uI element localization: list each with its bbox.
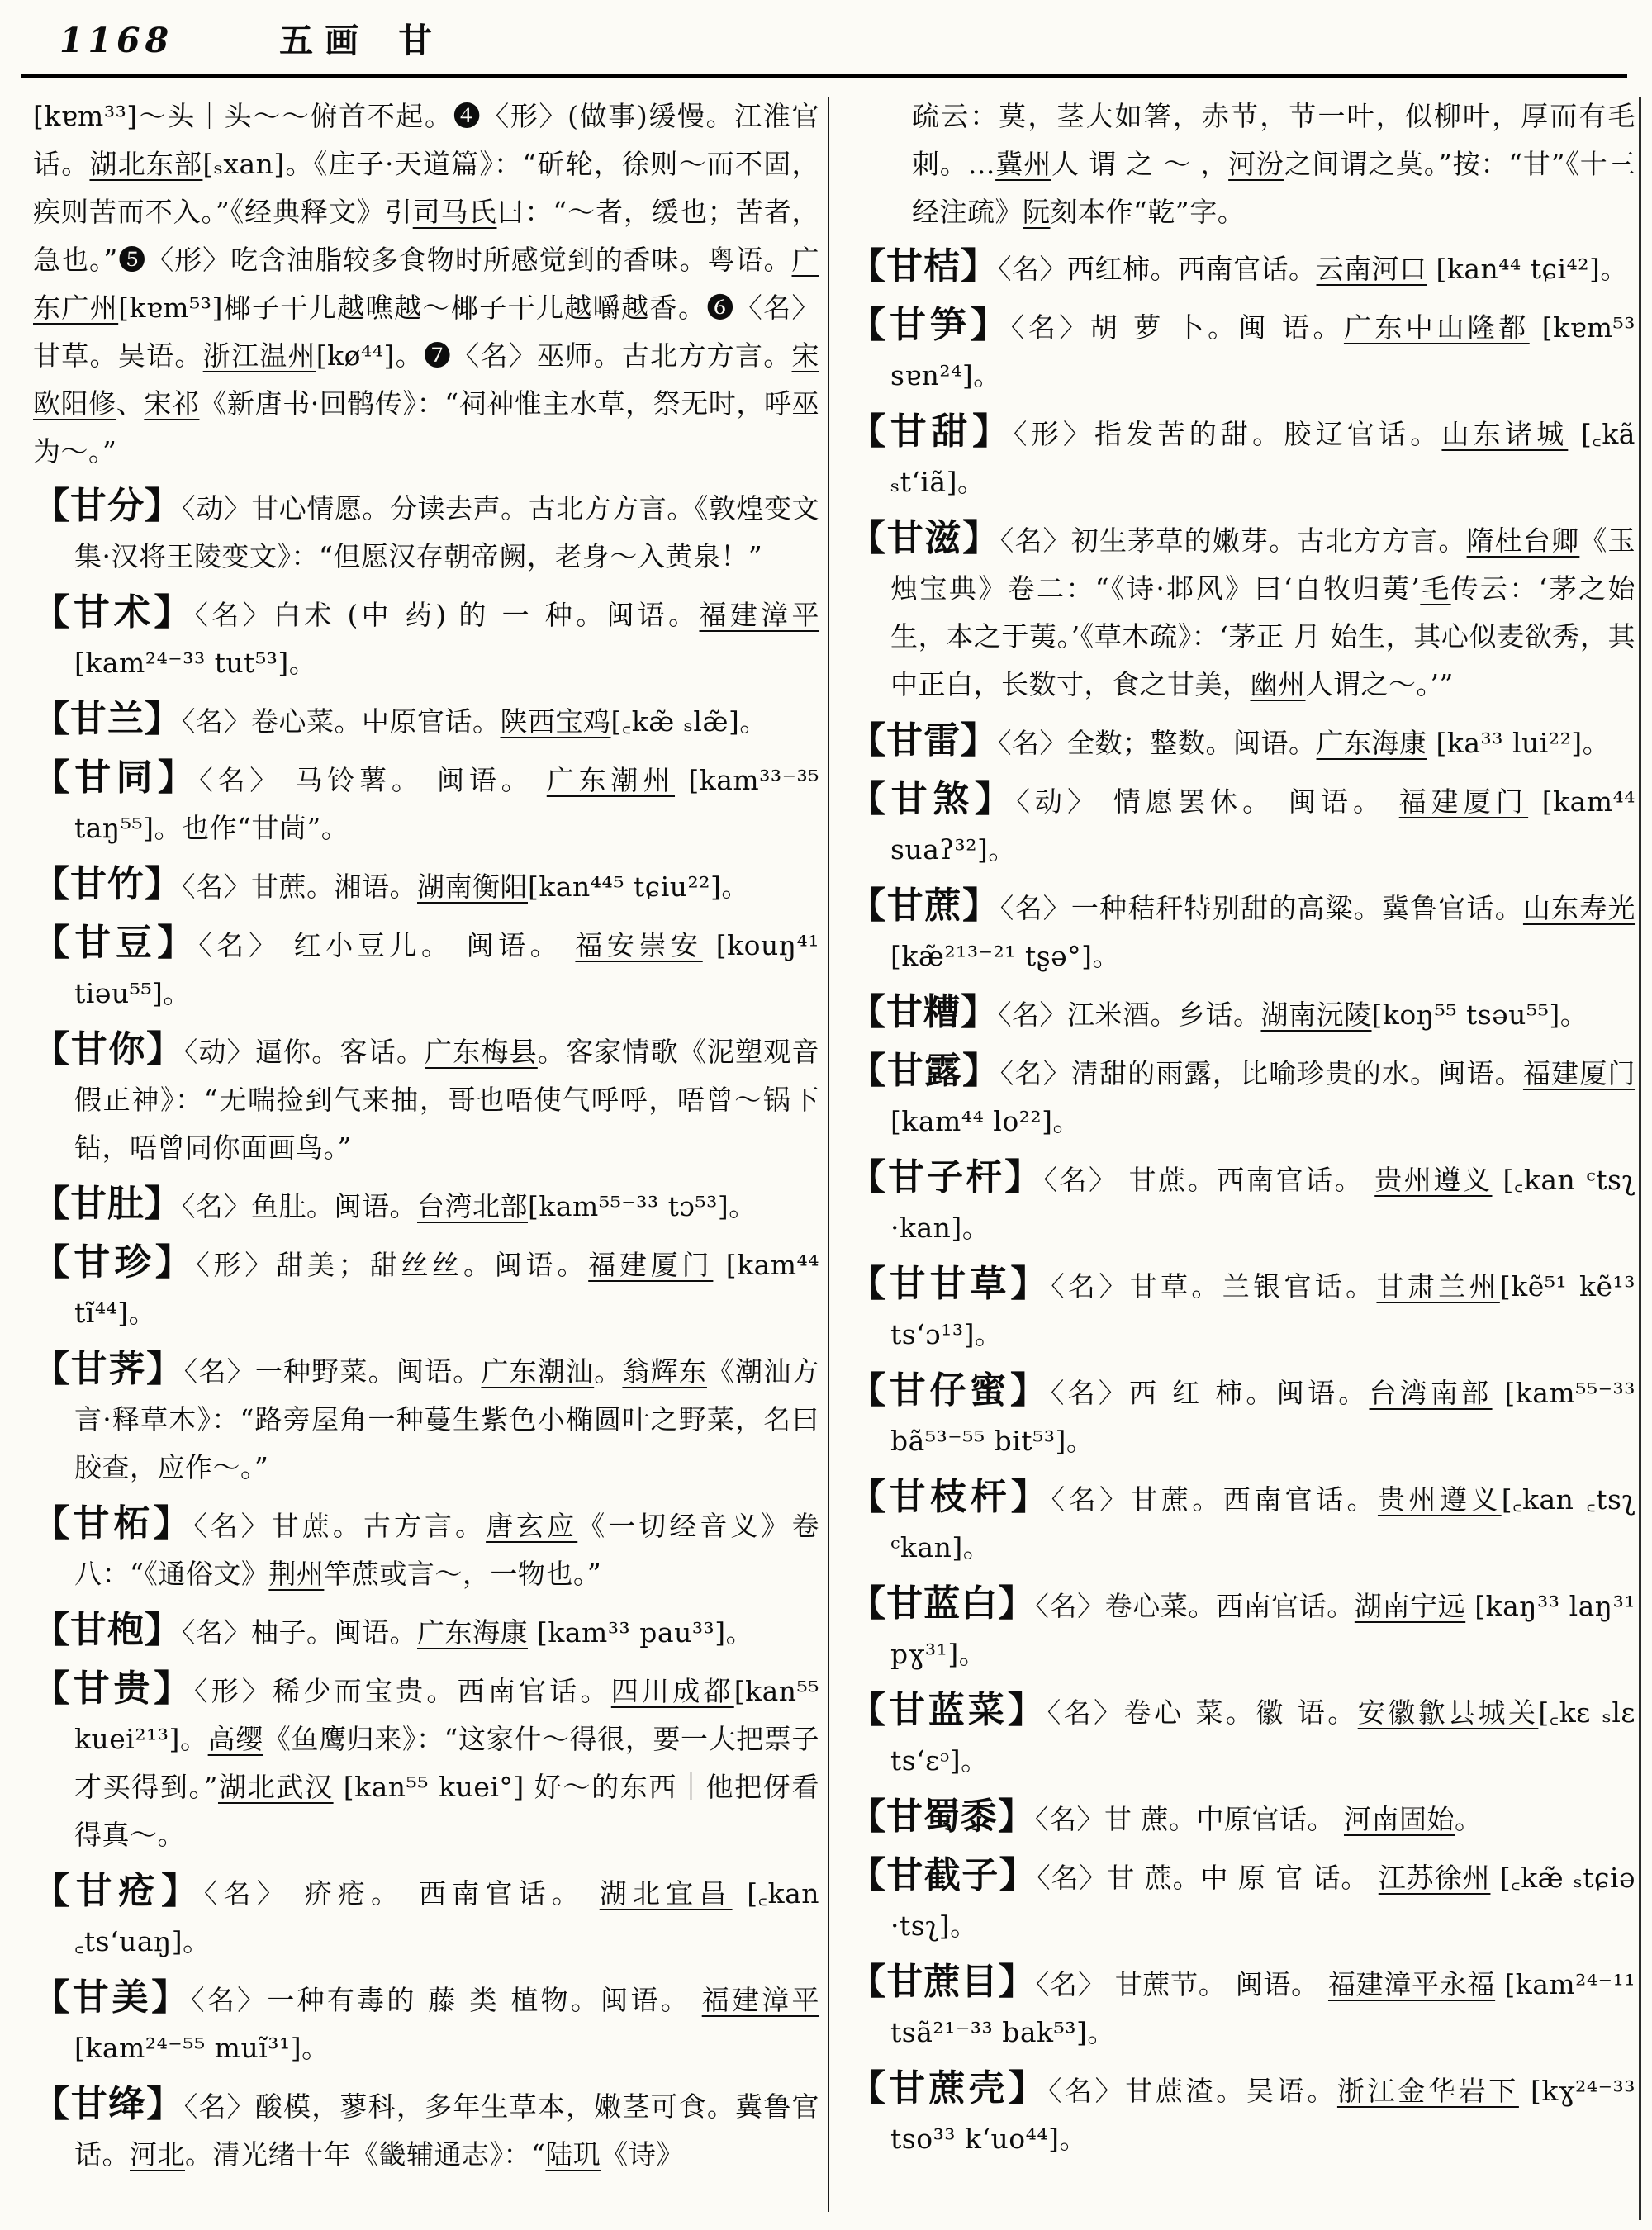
dictionary-entry (849, 1367, 1635, 1465)
dictionary-entry (849, 1687, 1635, 1785)
entry-headword: 【甘甘草】 (849, 1263, 1051, 1305)
dictionary-entry (849, 2065, 1635, 2163)
dictionary-entry (849, 515, 1635, 709)
entry-headword: 【甘柘】 (33, 1502, 194, 1544)
entry-body: 〈名〉甘蔗。西南官话。贵州遵义[꜀kan ꜀tsʅ ᶜkan]。 (890, 1483, 1636, 1563)
dictionary-entry (849, 1793, 1635, 1843)
entry-headword: 【甘绛】 (33, 2083, 184, 2125)
entry-body: 〈名〉一种秸秆特别甜的高粱。冀鲁官话。山东寿光 [kæ̃²¹³⁻²¹ tʂə°]。 (890, 892, 1636, 972)
entry-headword: 【甘同】 (33, 757, 200, 799)
entry-body: 〈名〉 疥疮。 西南官话。 湖北宜昌 [꜀kan ꜀ts‘uaŋ]。 (74, 1877, 819, 1957)
entry-headword: 【甘滋】 (849, 517, 1000, 559)
entry-body: 〈动〉甘心情愿。分读去声。古北方方言。《敦煌变文集·汉将王陵变文》：“但愿汉存朝帝阙，老身～入黄泉！” (74, 492, 820, 572)
entry-headword: 【甘桔】 (849, 245, 998, 287)
entry-headword: 【甘你】 (33, 1028, 184, 1070)
entry-headword: 【甘雷】 (849, 719, 998, 762)
page-number: 1168 (59, 21, 174, 60)
entry-headword: 【甘肚】 (33, 1183, 182, 1225)
dictionary-entry (33, 1606, 819, 1657)
entry-body: 〈名〉甘蔗。古方言。唐玄应《一切经音义》卷八：“《通俗文》荆州竿蔗或言～，一物也。” (74, 1510, 820, 1590)
entry-headword: 【甘竹】 (33, 863, 182, 905)
entry-headword: 【甘珍】 (33, 1241, 197, 1283)
entry-body: 〈名〉江米酒。乡话。湖南沅陵[koŋ⁵⁵ tsəu⁵⁵]。 (998, 999, 1588, 1031)
entry-body: 〈名〉一种有毒的 藤 类 植物。闽语。 福建漳平 [kam²⁴⁻⁵⁵ muĩ³¹]。 (74, 1984, 820, 2064)
entry-headword: 【甘蓝菜】 (849, 1689, 1047, 1731)
entry-body: 〈动〉 情愿罢休。 闽语。 福建厦门 [kam⁴⁴ suaʔ³²]。 (890, 785, 1635, 866)
dictionary-entry (849, 1473, 1635, 1572)
entry-body: 〈名〉胡 萝 卜。闽 语。广东中山隆都 [kɐm⁵³ sɐn²⁴]。 (890, 311, 1635, 391)
entry-headword: 【甘甜】 (849, 410, 1014, 453)
entry-body: 〈名〉 甘蔗。西南官话。 贵州遵义 [꜀kan ᶜtsʅ ·kan]。 (890, 1164, 1636, 1244)
entry-headword: 【甘分】 (33, 485, 183, 527)
entry-headword: 【甘术】 (33, 591, 195, 633)
entry-body: 〈名〉甘草。兰银官话。甘肃兰州[kẽ⁵¹ kẽ¹³ ts‘ɔ¹³]。 (890, 1270, 1636, 1350)
entry-continuation-intro: [kɐm³³]～头｜头～～俯首不起。❹〈形〉(做事)缓慢。江淮官话。湖北东部[ₛxan]。《庄子·天道篇》：“斫轮，徐则～而不固，疾则苦而不入。”《经典释文》引司马氏曰：“～者，缓也；苦者，急也。”❺〈形〉吃含油脂较多食物时所感觉到的香味。粤语。广东广州[kɐm⁵³]椰子干儿越噍越～椰子干儿越嚼越香。❻〈名〉甘草。吴语。浙江温州[kø⁴⁴]。❼〈名〉巫师。古北方方言。宋欧阳修、宋祁《新唐书·回鹘传》：“祠神惟主水草，祭无时，呼巫为～。” (33, 100, 820, 467)
entry-headword: 【甘荠】 (33, 1348, 184, 1390)
dictionary-entry (33, 1867, 819, 1966)
dictionary-entry (33, 754, 819, 852)
entry-headword: 【甘煞】 (849, 778, 1017, 820)
left-entry-list (33, 482, 819, 2179)
entry-body: 〈形〉甜美；甜丝丝。闽语。福建厦门 [kam⁴⁴ tĩ⁴⁴]。 (74, 1249, 819, 1329)
entry-body: 〈名〉甘 蔗。中原官话。 河南固始。 (1035, 1803, 1483, 1835)
dictionary-entry (849, 408, 1635, 506)
dictionary-entry (849, 776, 1635, 874)
dictionary-entry (33, 589, 819, 687)
entry-body: 〈名〉甘 蔗。中 原 官 话。 江苏徐州 [꜀kæ̃ ₛtɕiə ·tsʅ]。 (890, 1862, 1636, 1942)
dictionary-entry (33, 2081, 819, 2179)
entry-headword: 【甘枝杆】 (849, 1476, 1051, 1518)
entry-body: 〈名〉 马铃薯。 闽语。 广东潮州 [kam³³⁻³⁵ taŋ⁵⁵]。也作“甘茼”。 (74, 764, 819, 844)
dictionary-entry (849, 1580, 1635, 1678)
dictionary-entry (849, 1852, 1635, 1950)
entry-headword: 【甘枹】 (33, 1609, 182, 1651)
dictionary-entry (849, 1958, 1635, 2057)
header-rule (21, 74, 1627, 78)
right-entry-list (849, 243, 1635, 2163)
entry-headword: 【甘蔗壳】 (849, 2067, 1048, 2109)
dictionary-entry (33, 1345, 819, 1492)
entry-body: 〈名〉卷心菜。中原官话。陕西宝鸡[꜀kæ̃ ₛlæ̃]。 (182, 705, 767, 738)
entry-body: 〈名〉西 红 柿。闽语。台湾南部 [kam⁵⁵⁻³³ bã⁵³⁻⁵⁵ bit⁵³]。 (890, 1377, 1635, 1457)
dictionary-entry (849, 1260, 1635, 1359)
page-edge-rule (1639, 97, 1641, 2220)
entry-headword: 【甘子杆】 (849, 1156, 1044, 1198)
entry-body: 〈动〉逼你。客话。广东梅县。客家情歌《泥塑观音假正神》：“无喘捡到气来抽，哥也唔使气呼呼，唔曾～锅下钻，唔曾同你面画鸟。” (74, 1036, 820, 1164)
entry-headword: 【甘露】 (849, 1050, 1000, 1092)
entry-headword: 【甘疮】 (33, 1870, 204, 1912)
page-header (59, 13, 432, 62)
radical-character: 甘 (398, 21, 433, 60)
entry-continuation-paragraph: 疏云：莫，茎大如箸，赤节，节一叶，似柳叶，厚而有毛刺。…冀州人 谓 之 ～ ，河汾之间谓之莫。”按：“甘”《十三经注疏》阮刻本作“乾”字。 (912, 100, 1635, 228)
entry-body: 〈名〉 甘蔗节。 闽语。 福建漳平永福 [kam²⁴⁻¹¹ tsã²¹⁻³³ bak⁵³]。 (890, 1968, 1635, 2048)
stroke-section-label: 五画 (279, 21, 371, 60)
entry-body: 〈名〉鱼肚。闽语。台湾北部[kam⁵⁵⁻³³ tɔ⁵³]。 (182, 1190, 757, 1222)
entry-body: 〈名〉 红小豆儿。 闽语。 福安崇安 [kouŋ⁴¹ tiəu⁵⁵]。 (74, 929, 820, 1009)
entry-headword: 【甘蔗目】 (849, 1961, 1036, 2003)
dictionary-entry (849, 989, 1635, 1039)
entry-headword: 【甘糟】 (849, 991, 998, 1033)
entry-body: 〈名〉白术 (中 药) 的 一 种。闽语。福建漳平 [kam²⁴⁻³³ tut⁵³]。 (74, 599, 820, 679)
entry-headword: 【甘蓝白】 (849, 1582, 1036, 1625)
dictionary-entry (849, 301, 1635, 400)
entry-body: 〈名〉卷心菜。西南官话。湖南宁远 [kaŋ³³ laŋ³¹ pɣ³¹]。 (890, 1590, 1636, 1670)
entry-headword: 【甘截子】 (849, 1854, 1037, 1896)
entry-body: 〈名〉西红柿。西南官话。云南河口 [kan⁴⁴ tɕi⁴²]。 (998, 253, 1628, 285)
dictionary-entry (849, 717, 1635, 767)
entry-headword: 【甘豆】 (33, 922, 199, 964)
entry-body: 〈名〉甘蔗渣。吴语。浙江金华岩下 [kɣ²⁴⁻³³ tso³³ k‘uo⁴⁴]。 (890, 2075, 1636, 2155)
entry-body: 〈名〉一种野菜。闽语。广东潮汕。翁辉东《潮汕方言·释草木》：“路旁屋角一种蔓生紫色小椭圆叶之野菜，名曰胶查，应作～。” (74, 1355, 820, 1483)
entry-body: 〈名〉清甜的雨露，比喻珍贵的水。闽语。福建厦门 [kam⁴⁴ lo²²]。 (890, 1057, 1636, 1137)
entry-headword: 【甘笋】 (849, 304, 1011, 346)
dictionary-entry (33, 1026, 819, 1172)
entry-headword: 【甘美】 (33, 1976, 192, 2019)
dictionary-entry (849, 1047, 1635, 1146)
dictionary-entry (33, 1239, 819, 1337)
dictionary-entry (849, 882, 1635, 980)
entry-body: 〈名〉柚子。闽语。广东海康 [kam³³ pau³³]。 (182, 1616, 754, 1649)
entry-body: 〈名〉全数；整数。闽语。广东海康 [ka³³ lui²²]。 (998, 727, 1611, 759)
entry-body: 〈名〉酸模，蓼科，多年生草本，嫩茎可食。冀鲁官话。河北。清光绪十年《畿辅通志》：“陆玑《诗》 (74, 2090, 820, 2171)
column-divider-rule (828, 97, 829, 2212)
entry-body: 〈名〉初生茅草的嫩芽。古北方方言。隋杜台卿《玉烛宝典》卷二：“《诗·邶风》曰‘自牧归荑’毛传云：‘茅之始生，本之于荑。’《草木疏》：‘茅正 月 始生，其心似麦欲秀，其中正白，长数寸，食之甘美，幽州人谓之～。’” (890, 524, 1636, 700)
entry-body: 〈形〉稀少而宝贵。西南官话。四川成都[kan⁵⁵ kuei²¹³]。高缨《鱼鹰归来》：“这家什～得很，要一大把票子才买得到。”湖北武汉 [kan⁵⁵ kuei°] 好～的东西｜他把伢看得真～。 (74, 1675, 820, 1851)
entry-headword: 【甘兰】 (33, 698, 182, 740)
entry-headword: 【甘蔗】 (849, 885, 1000, 927)
entry-body: 〈形〉指发苦的甜。胶辽官话。山东诸城 [꜀kã ₛt‘iã]。 (890, 418, 1635, 498)
entry-headword: 【甘贵】 (33, 1668, 194, 1710)
dictionary-entry (33, 1665, 819, 1859)
entry-headword: 【甘仔蜜】 (849, 1369, 1051, 1412)
dictionary-entry (33, 861, 819, 911)
right-column (849, 93, 1635, 2171)
dictionary-entry (849, 1154, 1635, 1252)
dictionary-entry (33, 1180, 819, 1231)
dictionary-entry (33, 919, 819, 1018)
entry-headword: 【甘蜀黍】 (849, 1796, 1035, 1838)
entry-body: 〈名〉甘蔗。湘语。湖南衡阳[kan⁴⁴⁵ tɕiu²²]。 (182, 871, 749, 903)
entry-body: 〈名〉卷心 菜。徽 语。安徽歙县城关[꜀kɛ ₛlɛ ts‘ɛᵓ]。 (890, 1696, 1636, 1777)
dictionary-entry (849, 243, 1635, 293)
dictionary-entry (33, 1974, 819, 2072)
dictionary-entry (33, 1500, 819, 1598)
left-column (33, 93, 819, 2187)
dictionary-entry (33, 482, 819, 581)
dictionary-entry (33, 695, 819, 746)
